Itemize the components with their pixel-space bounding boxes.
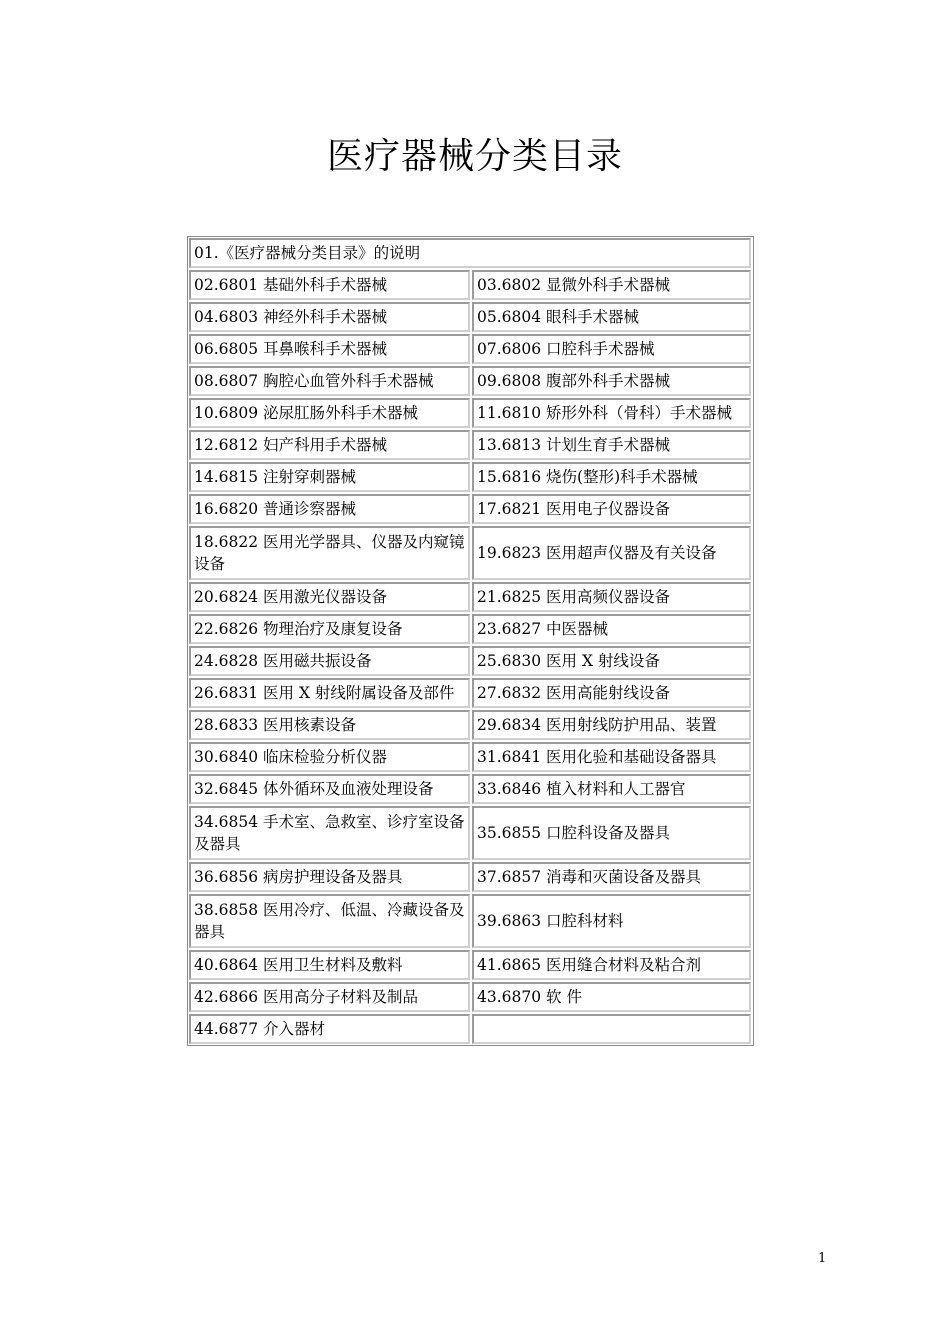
table-row <box>189 334 752 364</box>
catalog-entry-cell: 05.6804 眼科手术器械 <box>472 302 751 332</box>
document-title: 医疗器械分类目录 <box>326 136 623 177</box>
catalog-entry-cell: 21.6825 医用高频仪器设备 <box>472 582 751 612</box>
catalog-entry-cell: 34.6854 手术室、急救室、诊疗室设备及器具 <box>189 806 470 860</box>
catalog-entry-cell: 13.6813 计划生育手术器械 <box>472 430 751 460</box>
catalog-entry-cell: 12.6812 妇产科用手术器械 <box>189 430 470 460</box>
catalog-entry-cell: 22.6826 物理治疗及康复设备 <box>189 614 470 644</box>
catalog-entry-cell: 37.6857 消毒和灭菌设备及器具 <box>472 862 751 892</box>
page-number: 1 <box>818 1251 827 1266</box>
catalog-entry-cell: 23.6827 中医器械 <box>472 614 751 644</box>
table-row <box>189 646 752 676</box>
catalog-entry-cell: 33.6846 植入材料和人工器官 <box>472 774 751 804</box>
table-row <box>189 894 752 948</box>
catalog-entry-cell: 08.6807 胸腔心血管外科手术器械 <box>189 366 470 396</box>
table-row <box>189 238 752 268</box>
catalog-entry-cell: 44.6877 介入器材 <box>189 1014 470 1044</box>
table-row <box>189 462 752 492</box>
catalog-entry-cell: 24.6828 医用磁共振设备 <box>189 646 470 676</box>
catalog-entry-cell: 14.6815 注射穿刺器械 <box>189 462 470 492</box>
catalog-entry-cell: 18.6822 医用光学器具、仪器及内窥镜设备 <box>189 526 470 580</box>
table-row <box>189 494 752 524</box>
catalog-entry-cell: 06.6805 耳鼻喉科手术器械 <box>189 334 470 364</box>
table-row <box>189 526 752 580</box>
catalog-entry-cell: 40.6864 医用卫生材料及敷料 <box>189 950 470 980</box>
table-row <box>189 678 752 708</box>
catalog-entry-cell: 41.6865 医用缝合材料及粘合剂 <box>472 950 751 980</box>
catalog-entry-cell: 16.6820 普通诊察器械 <box>189 494 470 524</box>
table-row <box>189 430 752 460</box>
catalog-entry-cell: 02.6801 基础外科手术器械 <box>189 270 470 300</box>
catalog-entry-cell: 03.6802 显微外科手术器械 <box>472 270 751 300</box>
catalog-entry-cell: 09.6808 腹部外科手术器械 <box>472 366 751 396</box>
catalog-table <box>187 236 754 1046</box>
catalog-entry-cell: 30.6840 临床检验分析仪器 <box>189 742 470 772</box>
table-row <box>189 1014 752 1044</box>
catalog-entry-cell: 07.6806 口腔科手术器械 <box>472 334 751 364</box>
catalog-entry-cell: 31.6841 医用化验和基础设备器具 <box>472 742 751 772</box>
table-row <box>189 862 752 892</box>
table-row <box>189 270 752 300</box>
catalog-intro-cell: 01.《医疗器械分类目录》的说明 <box>189 238 751 268</box>
catalog-entry-cell: 36.6856 病房护理设备及器具 <box>189 862 470 892</box>
table-row <box>189 806 752 860</box>
catalog-entry-cell: 20.6824 医用激光仪器设备 <box>189 582 470 612</box>
catalog-entry-cell: 43.6870 软 件 <box>472 982 751 1012</box>
catalog-entry-cell: 38.6858 医用冷疗、低温、冷藏设备及器具 <box>189 894 470 948</box>
catalog-entry-cell: 04.6803 神经外科手术器械 <box>189 302 470 332</box>
table-row <box>189 950 752 980</box>
table-row <box>189 614 752 644</box>
table-row <box>189 710 752 740</box>
catalog-entry-cell: 27.6832 医用高能射线设备 <box>472 678 751 708</box>
catalog-entry-cell: 39.6863 口腔科材料 <box>472 894 751 948</box>
catalog-entry-cell: 10.6809 泌尿肛肠外科手术器械 <box>189 398 470 428</box>
table-row <box>189 366 752 396</box>
catalog-entry-cell: 35.6855 口腔科设备及器具 <box>472 806 751 860</box>
table-row <box>189 742 752 772</box>
table-row <box>189 398 752 428</box>
catalog-entry-cell: 42.6866 医用高分子材料及制品 <box>189 982 470 1012</box>
catalog-entry-cell: 15.6816 烧伤(整形)科手术器械 <box>472 462 751 492</box>
table-row <box>189 302 752 332</box>
table-row <box>189 982 752 1012</box>
catalog-entry-cell: 29.6834 医用射线防护用品、装置 <box>472 710 751 740</box>
catalog-entry-cell: 11.6810 矫形外科（骨科）手术器械 <box>472 398 751 428</box>
catalog-entry-cell: 19.6823 医用超声仪器及有关设备 <box>472 526 751 580</box>
catalog-entry-cell: 25.6830 医用 X 射线设备 <box>472 646 751 676</box>
catalog-entry-cell <box>472 1014 751 1044</box>
catalog-entry-cell: 32.6845 体外循环及血液处理设备 <box>189 774 470 804</box>
catalog-entry-cell: 28.6833 医用核素设备 <box>189 710 470 740</box>
catalog-entry-cell: 26.6831 医用 X 射线附属设备及部件 <box>189 678 470 708</box>
catalog-entry-cell: 17.6821 医用电子仪器设备 <box>472 494 751 524</box>
table-row <box>189 774 752 804</box>
table-row <box>189 582 752 612</box>
